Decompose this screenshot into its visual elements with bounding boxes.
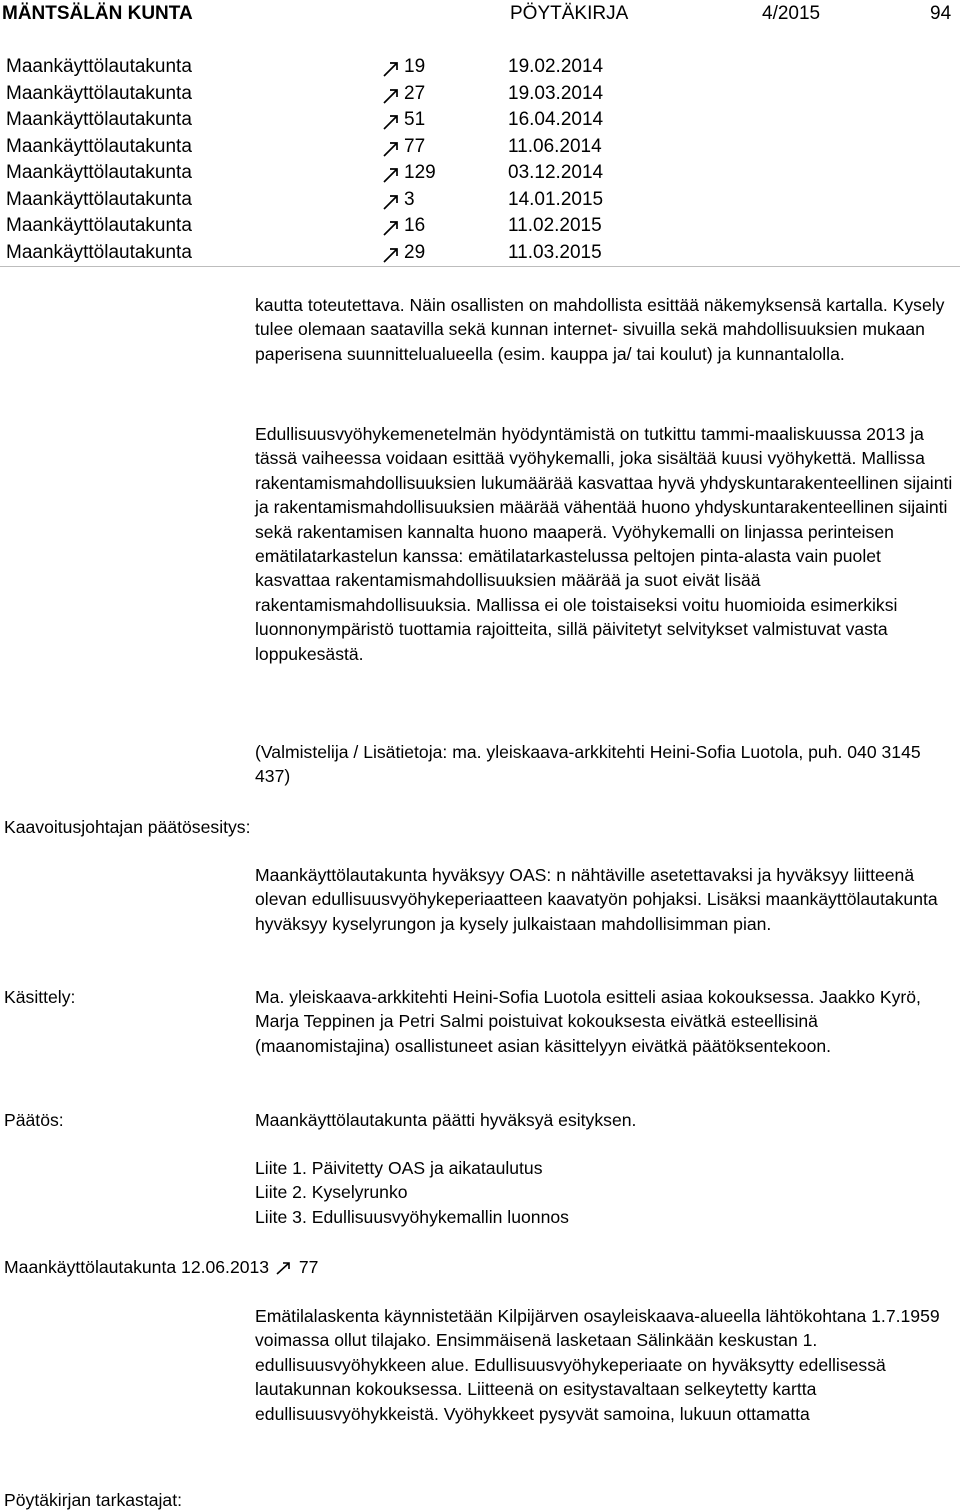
paragraph-arrow-icon	[276, 1261, 292, 1275]
reference-paragraph: 19	[404, 56, 426, 77]
paragraph-arrow-icon	[382, 167, 400, 183]
paragraph-arrow-icon	[382, 220, 400, 236]
page-header	[0, 0, 960, 30]
decision-text: Maankäyttölautakunta päätti hyväksyä esityksen.	[255, 1110, 637, 1130]
handling-text: Ma. yleiskaava-arkkitehti Heini-Sofia Luotola esitteli asiaa kokouksessa. Jaakko Kyrö, Marja Teppinen ja Petri Salmi poistuivat kokouksesta eivätkä esteellisinä (maanomistajina) osallistuneet asian käsittelyyn eivätkä päätöksentekoon.	[255, 987, 921, 1056]
issue-number: 4/2015	[762, 3, 821, 24]
reference-date: 11.02.2015	[508, 215, 602, 236]
reference-body: Maankäyttölautakunta	[6, 109, 192, 130]
reference-row	[0, 55, 960, 81]
reference-date: 14.01.2015	[508, 188, 604, 210]
handling-label: Käsittely:	[4, 987, 76, 1007]
reference-date: 19.02.2014	[508, 56, 604, 77]
paragraph-arrow-icon	[382, 194, 400, 210]
reference-body: Maankäyttölautakunta	[6, 56, 192, 77]
intro-paragraph: kautta toteutettava. Näin osallisten on mahdollista esittää näkemyksensä kartalla. Kysely tulee olemaan saatavilla sekä kunnan internet- sivuilla sekä mahdollisuuksien mukaan paperisena suunnittelualueella (esim. kauppa ja/ tai koulut) ja kunnantalolla.	[255, 295, 945, 364]
organization-name: MÄNTSÄLÄN KUNTA	[2, 3, 193, 24]
document-type: PÖYTÄKIRJA	[510, 3, 629, 24]
reference-body: Maankäyttölautakunta	[6, 241, 192, 263]
decision-label: Päätös:	[4, 1110, 64, 1130]
reference-row	[0, 82, 960, 108]
reference-row	[0, 108, 960, 134]
reference-body: Maankäyttölautakunta	[6, 162, 192, 183]
reference-row	[0, 214, 960, 240]
reference-date: 11.03.2015	[508, 241, 602, 263]
meeting-paragraph: 77	[298, 1257, 319, 1277]
preparer-note: (Valmistelija / Lisätietoja: ma. yleiskaava-arkkitehti Heini-Sofia Luotola, puh. 040 3145 437)	[255, 742, 921, 787]
paragraph-arrow-icon	[382, 141, 400, 157]
proposal-label: Kaavoitusjohtajan päätösesitys:	[4, 817, 251, 837]
reference-paragraph: 16	[404, 215, 426, 236]
reference-date: 11.06.2014	[508, 135, 602, 157]
paragraph-arrow-icon	[382, 247, 400, 263]
meeting-paragraph-text: Emätilalaskenta käynnistetään Kilpijärven osayleiskaava-alueella lähtökohtana 1.7.1959 voimassa ollut tilajako. Ensimmäisenä lasketaan Sälinkään keskustan 1. edullisuusvyöhykkeen alue. Edullisuusvyöhykeperiaate on hyväksytty edellisessä lautakunnan kokouksessa. Liitteenä on esitystavaltaan selkeytetty kartta edullisuusvyöhykkeistä. Vyöhykkeet pysyvät samoina, lukuun ottamatta	[255, 1306, 940, 1424]
reference-date: 19.03.2014	[508, 82, 604, 104]
proposal-text: Maankäyttölautakunta hyväksyy OAS: n nähtäville asetettavaksi ja hyväksyy liitteenä olevan edullisuusvyöhykeperiaatteen kaavatyön pohjaksi. Lisäksi maankäyttölautakunta hyväksyy kyselyrungon ja kysely julkaistaan mahdollisimman pian.	[255, 865, 938, 934]
reference-row	[0, 241, 960, 267]
attachment-item: Liite 1. Päivitetty OAS ja aikataulutus	[255, 1158, 543, 1178]
reference-row	[0, 135, 960, 161]
reference-paragraph: 51	[404, 109, 426, 130]
page-number: 94	[930, 3, 952, 24]
reference-date: 16.04.2014	[508, 109, 604, 130]
reference-paragraph: 27	[404, 82, 426, 104]
reference-row	[0, 188, 960, 214]
paragraph-arrow-icon	[382, 61, 400, 77]
divider	[0, 266, 960, 267]
meeting-body-date: Maankäyttölautakunta 12.06.2013	[4, 1257, 270, 1277]
reference-paragraph: 3	[404, 188, 415, 210]
reference-body: Maankäyttölautakunta	[6, 82, 192, 104]
reference-paragraph: 129	[404, 162, 436, 183]
attachment-list	[255, 1156, 955, 1229]
reference-paragraph: 29	[404, 241, 426, 263]
reference-body: Maankäyttölautakunta	[6, 135, 192, 157]
paragraph-arrow-icon	[382, 88, 400, 104]
reference-paragraph: 77	[404, 135, 426, 157]
reviewers-label: Pöytäkirjan tarkastajat:	[4, 1490, 182, 1510]
attachment-item: Liite 2. Kyselyrunko	[255, 1182, 408, 1203]
reference-body: Maankäyttölautakunta	[6, 215, 192, 236]
reference-date: 03.12.2014	[508, 162, 604, 183]
reference-row	[0, 161, 960, 187]
paragraph-arrow-icon	[382, 114, 400, 130]
attachment-item: Liite 3. Edullisuusvyöhykemallin luonnos	[255, 1206, 569, 1227]
method-paragraph: Edullisuusvyöhykemenetelmän hyödyntämistä on tutkittu tammi-maaliskuussa 2013 ja tässä vaiheessa voidaan esittää vyöhykemalli, joka sisältää kuusi vyöhykettä. Mallissa rakentamismahdollisuuksien lukumäärää kasvattaa hyvä yhdyskuntarakenteellinen sijainti ja rakentamismahdollisuuksien määrää vähentää huono yhdyskuntarakenteellinen sijainti sekä rakentamisen kannalta huono maaperä. Vyöhykemalli on linjassa perinteisen emätilatarkastelun kanssa: emätilatarkastelussa peltojen pinta-alasta vain puolet kasvattaa rakentamismahdollisuuksien määrää ja suot eivät lisää rakentamismahdollisuuksia. Mallissa ei ole toistaiseksi voitu huomioida esimerkiksi luonnonympäristö tuottamia rajoitteita, sillä päivitetyt selvitykset valmistuvat vasta loppukesästä.	[255, 424, 953, 664]
reference-body: Maankäyttölautakunta	[6, 188, 192, 210]
meeting-reference	[4, 1255, 318, 1279]
